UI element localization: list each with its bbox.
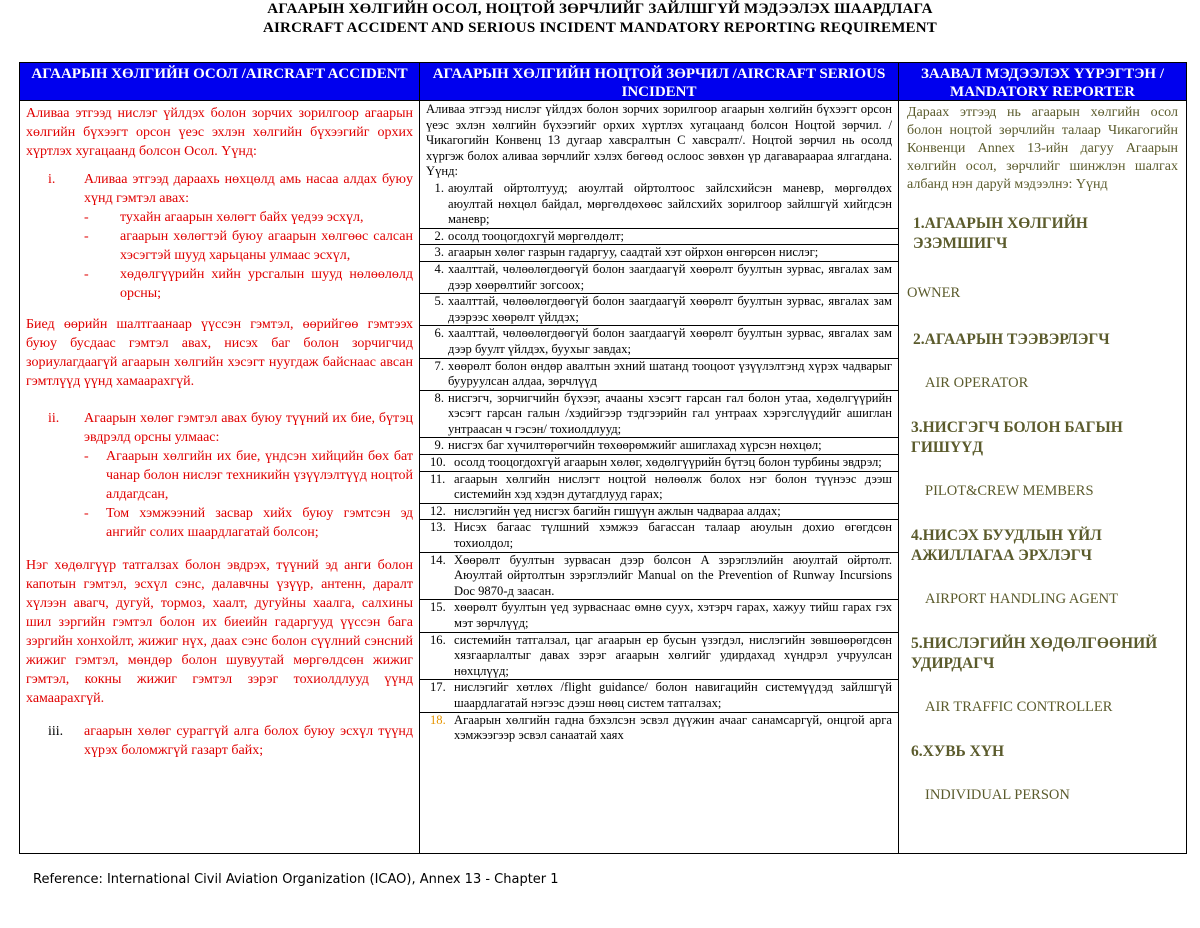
incident-item-number: 8. [434, 390, 444, 405]
incident-item-number: 5. [434, 294, 444, 309]
item-text: Аливаа этгээд дараахь нөхцөлд амь насаа алдах буюу хүнд гэмтэл авах: [84, 172, 413, 206]
incident-item [420, 245, 898, 262]
accident-item-i [26, 170, 413, 208]
title-mongolian: АГААРЫН ХӨЛГИЙН ОСОЛ, НОЦТОЙ ЗӨРЧЛИЙГ ЗАЙЛШГҮЙ МЭДЭЭЛЭХ ШААРДЛАГА [267, 1, 933, 17]
incident-item-text: Агаарын хөлгийн гадна бэхэлсэн эсвэл дүүжин ачааг санамсаргүй, онцгой арга хэмжээгээр эсвэл санаатай хаях [454, 712, 892, 743]
item-number: ii. [48, 411, 60, 426]
reporting-table [19, 62, 1187, 854]
incident-item [420, 455, 898, 472]
accident-note-2: Нэг хөдөлгүүр татгалзах болон эвдрэх, түүний эд анги болон капотын гэмтэл, эсхүл сэнс, далавчны үзүүр, антенн, даралт хүлээн авагч, дугуй, тормоз, хаалт, дугуйны хаалга, салхины шил зэргийн гэмтэл болон их биеийн гадаргууд үүссэн бага зэргийн хонхойлт, жижиг нүх, даах сэнс болон сүүлний сэнсний жижиг гэмтэл, мөндөр болон шувуутай мөргөлдсөн жижиг гэмтэл, кокны жижиг гэмтэл зэрэг тохиолдлууд үүнд хамаарахгүй. [26, 558, 413, 706]
dash-text: Том хэмжээний засвар хийх буюу гэмтсэн эд ангийг солих шаардлагатай болсон; [106, 506, 413, 540]
accident-intro: Аливаа этгээд нислэг үйлдэх болон зорчих зорилгоор агаарын хөлгийн бүхээгт орсон үеэс эхлэн хөлгийн бүхээгийг орхих хүртлэх хугацаанд болсон Осол. Үүнд: [26, 106, 413, 159]
incident-header: АГААРЫН ХӨЛГИЙН НОЦТОЙ ЗӨРЧИЛ /AIRCRAFT SERIOUS INCIDENT [420, 63, 898, 101]
item-number: iii. [48, 724, 64, 739]
incident-item-number: 10. [430, 455, 446, 470]
dash-item: - Агаарын хөлгийн их бие, үндсэн хийцийн бөх бат чанар болон нислэг техникийн үзүүлэлтүүд ноцтой алдагдсан, [84, 449, 413, 502]
dash-item: - агаарын хөлөгтэй буюу агаарын хөлгөөс салсан хэсэгтэй шууд харьцаны улмаас эсхүл, [84, 229, 413, 263]
incident-body [420, 101, 898, 744]
dash-text: хөдөлгүүрийн хийн урсгалын шууд нөлөөлөлд орсны; [120, 267, 413, 301]
incident-item [420, 520, 898, 552]
dash-item: - тухайн агаарын хөлөгт байх үедээ эсхүл, [78, 208, 413, 227]
dash-text: тухайн агаарын хөлөгт байх үедээ эсхүл, [120, 210, 364, 225]
incident-item [420, 391, 898, 439]
incident-item-number: 13. [430, 520, 446, 535]
title-english: AIRCRAFT ACCIDENT AND SERIOUS INCIDENT MANDATORY REPORTING REQUIREMENT [262, 20, 937, 36]
incident-item-number: 11. [430, 471, 446, 486]
accident-body [20, 101, 419, 760]
incident-item-text: хаалттай, чөлөөлөгдөөгүй болон заагдаагүй хөөрөлт буултын зурвас, явгалах зам дээрээс хөөрөлт үйлдэх; [448, 294, 892, 324]
incident-item-number: 16. [430, 632, 446, 647]
reporter-operator-en: AIR OPERATOR [925, 375, 1029, 391]
incident-item-text: хөөрөлт буултын үед зурваснаас өмнө суух, хэтэрч гарах, хажуу тийш гарах гэх мэт зөрчлүүд; [454, 600, 892, 630]
incident-item-text: нисгэгч, зорчигчийн бүхээг, ачааны хэсэгт гарсан гал болон утаа, хөдөлгүүрийн хэсэгт гарсан галын /хэдийгээр тэдгээрийн гал унтраах хэрэгслүүдийг ашиглан унтраасан ч гэсэн/ тохиолдлууд; [448, 390, 892, 436]
incident-item-text: хаалттай, чөлөөлөгдөөгүй болон заагдаагүй хөөрөлт буултын зурвас, явгалах зам дээр буулт үйлдэх, буухыг завдах; [448, 326, 892, 356]
incident-item-text: аюултай ойртолтууд; аюултай ойртолтоос зайлсхийсэн маневр, мөргөлдөх аюултай нөхцөл байдал, мөргөлдөхөөс зайлсхийх зорилгоор зайлшгүй хийгдсэн маневр; [448, 180, 892, 227]
incident-column [420, 63, 899, 853]
incident-item-text: агаарын хөлөг газрын гадаргуу, саадтай хэт ойрхон өнгөрсөн нислэг; [448, 245, 819, 260]
dash-item: - хөдөлгүүрийн хийн урсгалын шууд нөлөөлөлд орсны; [84, 267, 413, 301]
reporter-atc-en: AIR TRAFFIC CONTROLLER [925, 699, 1113, 715]
incident-item-number: 12. [430, 503, 446, 518]
accident-column [20, 63, 420, 853]
reporter-atc: 5.НИСЛЭГИЙН ХӨДӨЛГӨӨНИЙ УДИРДАГЧ [911, 635, 1158, 672]
reference-note: Reference: International Civil Aviation Organization (ICAO), Annex 13 - Chapter 1 [33, 872, 559, 887]
item-text: агаарын хөлөг сураггүй алга болох буюу эсхүл түүнд хүрэх боломжгүй газарт байх; [84, 724, 413, 758]
incident-item-number: 7. [434, 358, 444, 373]
incident-item-text: осолд тооцогдохгүй агаарын хөлөг, хөдөлгүүрийн бүтэц болон турбины эвдрэл; [454, 455, 882, 470]
incident-item-text: нислэгийг хөтлөх /flight guidance/ болон навигацийн системүүдэд зайлшгүй шаардлагатай нэгээс дээш нөөц систем татгалзах; [454, 680, 892, 710]
accident-header: АГААРЫН ХӨЛГИЙН ОСОЛ /AIRCRAFT ACCIDENT [20, 63, 419, 101]
reporter-column [899, 63, 1186, 853]
dash-text: Агаарын хөлгийн их бие, үндсэн хийцийн бөх бат чанар болон нислэг техникийн үзүүлэлтүүд ноцтой алдагдсан, [106, 449, 413, 502]
incident-item [420, 713, 898, 744]
incident-item-text: нислэгийн үед нисгэх багийн гишүүн ажлын чадвараа алдах; [454, 503, 781, 518]
incident-item-number: 3. [434, 245, 444, 260]
incident-item-text: Хөөрөлт буултын зурвасан дээр болсон A зэрэглэлийн аюултай ойртолт. Аюултай ойртолтын зэрэглэлийг Manual on the Prevention of Runway Incursions Doc 9870-д заасан. [454, 552, 892, 598]
item-text: Агаарын хөлөг гэмтэл авах буюу түүний их бие, бүтэц эвдрэлд орсны улмаас: [84, 411, 413, 445]
dash-item: - Том хэмжээний засвар хийх буюу гэмтсэн эд ангийг солих шаардлагатай болсон; [84, 506, 413, 540]
incident-item-number: 2. [434, 228, 444, 243]
accident-item-ii [26, 409, 413, 447]
incident-item [420, 680, 898, 712]
incident-item-text: осолд тооцогдохгүй мөргөлдөлт; [448, 228, 625, 243]
accident-item-iii [26, 722, 413, 760]
incident-item-text: нисгэх баг хүчилтөрөгчийн төхөөрөмжийг ашиглахад хүрсэн нөхцөл; [448, 438, 822, 453]
incident-item-text: системийн татгалзал, цаг агаарын ер бусын үзэгдэл, нислэгийн зөвшөөрөгдсөн хязгаарлалтыг давах зэрэг агаарын хөлгийг удирдахад хүндрэл учруулсан нөхцлүүд; [454, 632, 892, 678]
reporter-header: ЗААВАЛ МЭДЭЭЛЭХ ҮҮРЭГТЭН / MANDATORY REPORTER [899, 63, 1186, 101]
incident-item-number: 4. [434, 261, 444, 276]
incident-item [420, 438, 898, 455]
reporter-owner-en: OWNER [907, 285, 961, 301]
incident-item-text: хаалттай, чөлөөлөгдөөгүй болон заагдаагүй хөөрөлт буултын зурвас, явгалах зам дээр хөөрөлтийг зогсоох; [448, 261, 892, 292]
reporter-intro: Дараах этгээд нь агаарын хөлгийн осол болон ноцтой зөрчлийн талаар Чикагогийн Конвенци Annex 13-ийн дагуу Агаарын хөлгийн осол, зөрчлийг шинжлэн шалгах албанд нэн даруй мэдээлнэ: Үүнд [907, 105, 1178, 192]
incident-item [420, 600, 898, 632]
incident-item-number: 6. [434, 326, 444, 341]
reporter-handling-en: AIRPORT HANDLING AGENT [925, 591, 1118, 607]
incident-intro: Аливаа этгээд нислэг үйлдэх болон зорчих зорилгоор агаарын хөлгийн бүхээгт орсон үеэс эхлэн хөлгийн бүхээгийг орхих хүртлэх хугацаанд болсон Ноцтой зөрчил. /Чикагогийн Конвенц 13 дугаар хавсралтын C хавсралт/. Ноцтой зөрчил нь осолд хүргэж болох аливаа зөрчлийг хэлэх бөгөөд ослоос зөвхөн үр дагавараараа ялгагдана. Үүнд: [426, 102, 892, 179]
reporter-operator: 2.АГААРЫН ТЭЭВЭРЛЭГЧ [913, 331, 1110, 348]
reporter-individual: 6.ХУВЬ ХҮН [911, 743, 1005, 760]
dash-text: агаарын хөлөгтэй буюу агаарын хөлгөөс салсан хэсэгтэй шууд харьцаны улмаас эсхүл, [120, 229, 413, 263]
incident-item-number: 9. [434, 438, 444, 453]
incident-item-number: 1. [434, 180, 444, 195]
incident-item [420, 229, 898, 246]
reporter-handling: 4.НИСЭХ БУУДЛЫН ҮЙЛ АЖИЛЛАГАА ЭРХЛЭГЧ [911, 527, 1102, 564]
incident-item [420, 262, 898, 294]
incident-list [426, 181, 892, 744]
incident-item [420, 359, 898, 391]
incident-item [420, 553, 898, 601]
incident-item-number: 18. [430, 712, 446, 727]
reporter-owner: 1.АГААРЫН ХӨЛГИЙН ЭЗЭМШИГЧ [913, 215, 1088, 252]
incident-item [420, 294, 898, 326]
incident-item [420, 472, 898, 504]
incident-item-number: 15. [430, 600, 446, 615]
incident-item [420, 326, 898, 358]
incident-item-number: 14. [430, 552, 446, 567]
document-title [0, 0, 1200, 38]
item-number: i. [48, 172, 56, 187]
incident-item-text: Нисэх багаас түлшний хэмжээ багассан талаар аюулын дохио өгөгдсөн тохиолдол; [454, 520, 892, 551]
reporter-crew: 3.НИСГЭГЧ БОЛОН БАГЫН ГИШҮҮД [911, 419, 1123, 456]
reporter-body [899, 101, 1186, 804]
incident-item-number: 17. [430, 680, 446, 695]
incident-item-text: хөөрөлт болон өндөр авалтын эхний шатанд тооцоот үзүүлэлтэнд хүрэх чадварыг бууруулсан алдаа, зөрчлүүд [448, 358, 892, 389]
reporter-individual-en: INDIVIDUAL PERSON [925, 787, 1070, 803]
accident-note: Биед өөрийн шалтгаанаар үүссэн гэмтэл, өөрийгөө гэмтээх буюу бусдаас гэмтэл авах, нисэх баг болон зорчигчид зориулагдаагүй агаарын хөлгийн хэсэгт нуугдаж байснаас авсан гэмтлүүд үүнд хамаарахгүй. [26, 317, 413, 389]
incident-item [420, 181, 898, 229]
incident-item [420, 504, 898, 521]
reporter-crew-en: PILOT&CREW MEMBERS [925, 483, 1094, 499]
incident-item-text: агаарын хөлгийн нислэгт ноцтой нөлөөлж болох нэг болон түүнээс дээш системийн хэд хэдэн дутагдлууд гарах; [454, 471, 892, 502]
incident-item [420, 633, 898, 681]
